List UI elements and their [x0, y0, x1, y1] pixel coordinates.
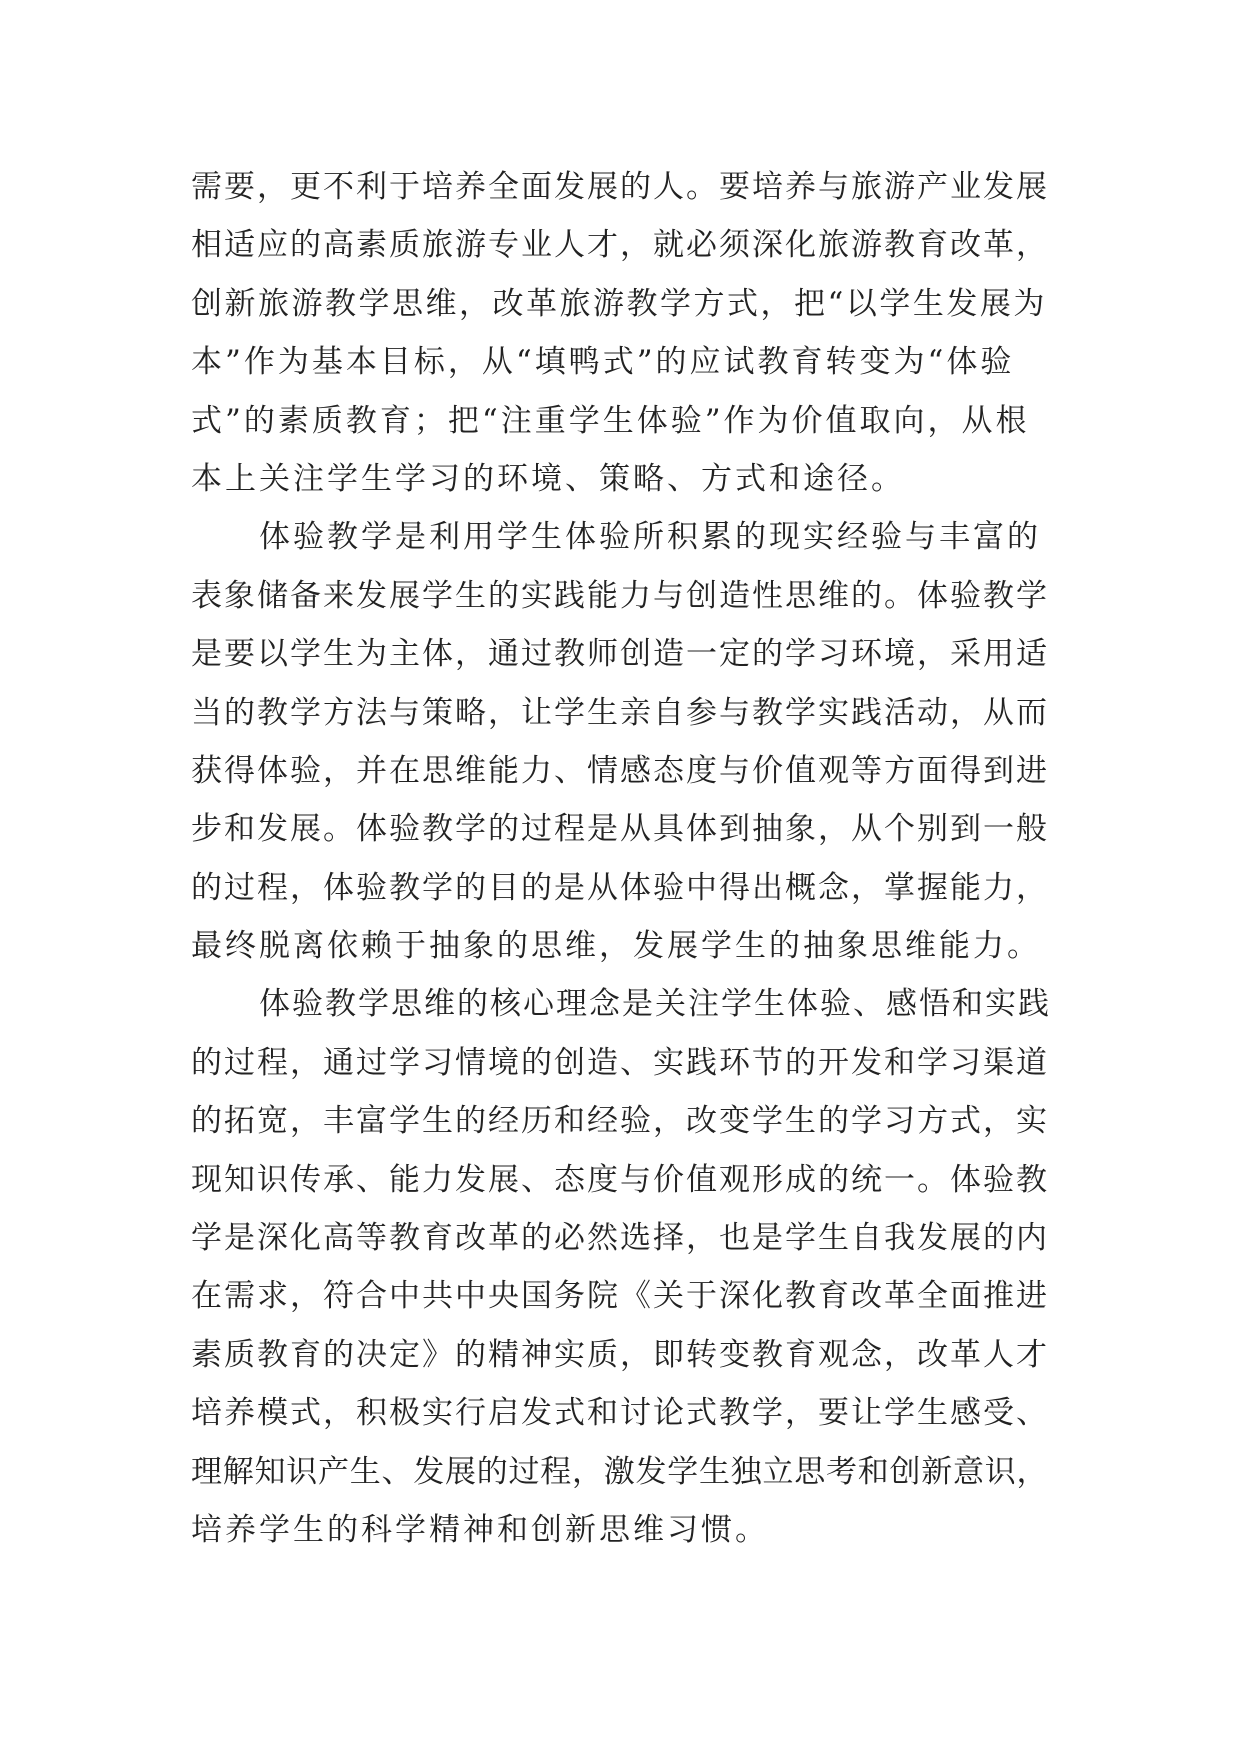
text-line: 培养模式，积极实行启发式和讨论式教学，要让学生感受、: [191, 1395, 1049, 1432]
text-line: 的过程，通过学习情境的创造、实践环节的开发和学习渠道: [191, 1044, 1049, 1081]
text-line: 培养学生的科学精神和创新思维习惯。: [191, 1511, 769, 1548]
text-line: 现知识传承、能力发展、态度与价值观形成的统一。体验教: [191, 1161, 1049, 1198]
text-line: 最终脱离依赖于抽象的思维，发展学生的抽象思维能力。: [191, 928, 1041, 965]
text-line: 的过程，体验教学的目的是从体验中得出概念，掌握能力，: [191, 869, 1049, 906]
text-line: 式”的素质教育；把“注重学生体验”作为价值取向，从根: [191, 402, 1030, 439]
text-line: 表象储备来发展学生的实践能力与创造性思维的。体验教学: [191, 577, 1049, 614]
text-line: 素质教育的决定》的精神实质，即转变教育观念，改革人才: [191, 1336, 1049, 1373]
text-line: 需要，更不利于培养全面发展的人。要培养与旅游产业发展: [191, 169, 1049, 205]
text-line: 本”作为基本目标，从“填鸭式”的应试教育转变为“体验: [191, 344, 1015, 381]
text-line: 理解知识产生、发展的过程，激发学生独立思考和创新意识，: [191, 1453, 1049, 1490]
text-line: 当的教学方法与策略，让学生亲自参与教学实践活动，从而: [191, 694, 1049, 731]
text-line: 获得体验，并在思维能力、情感态度与价值观等方面得到进: [191, 752, 1049, 789]
text-line: 相适应的高素质旅游专业人才，就必须深化旅游教育改革，: [191, 227, 1049, 264]
text-line: 的拓宽，丰富学生的经历和经验，改变学生的学习方式，实: [191, 1103, 1049, 1140]
text-line: 创新旅游教学思维，改革旅游教学方式，把“以学生发展为: [191, 285, 1047, 322]
text-line: 本上关注学生学习的环境、策略、方式和途径。: [191, 460, 905, 497]
text-line: 是要以学生为主体，通过教师创造一定的学习环境，采用适: [191, 636, 1049, 673]
text-line: 步和发展。体验教学的过程是从具体到抽象，从个别到一般: [191, 811, 1049, 848]
paragraph-first-line: 体验教学是利用学生体验所积累的现实经验与丰富的: [259, 519, 1041, 556]
text-line: 在需求，符合中共中央国务院《关于深化教育改革全面推进: [191, 1278, 1049, 1315]
text-line: 学是深化高等教育改革的必然选择，也是学生自我发展的内: [191, 1220, 1049, 1257]
body-text: [191, 158, 1051, 1559]
paragraph-first-line: 体验教学思维的核心理念是关注学生体验、感悟和实践: [259, 986, 1051, 1023]
